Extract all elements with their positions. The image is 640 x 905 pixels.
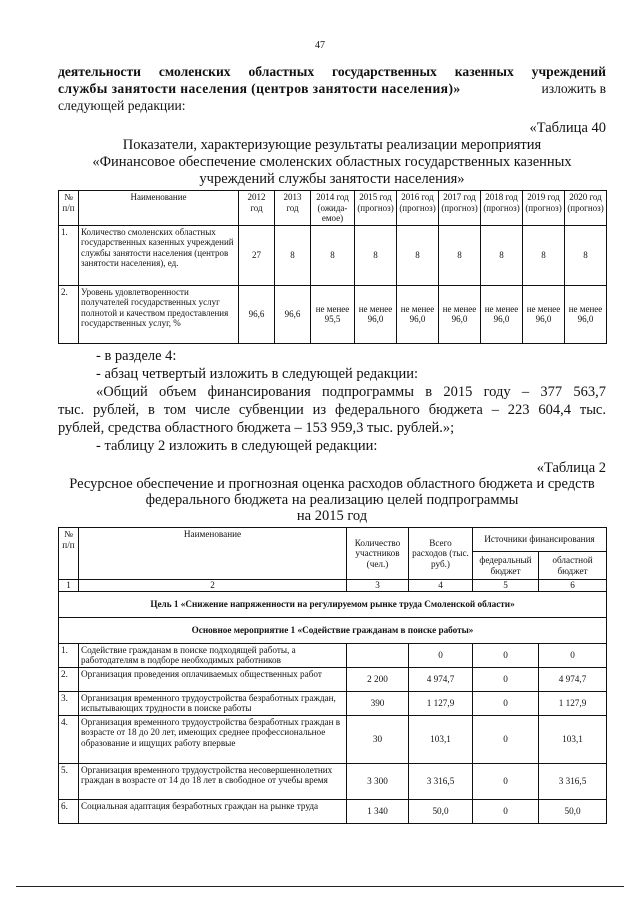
table40-header-2015: 2015 год (прогноз) <box>355 191 397 226</box>
table2-colnum-row <box>59 580 607 592</box>
quote-line-3: рублей, средства областного бюджета – 153 959,3 тыс. рублей.»; <box>58 420 455 436</box>
paragraph-line: - абзац четвертый изложить в следующей редакции: <box>96 366 419 382</box>
table40-title-line-2: «Финансовое обеспечение смоленских областных государственных казенных <box>92 154 572 170</box>
quote-line-1: «Общий объем финансирования подпрограммы в 2015 году – 377 563,7 <box>96 384 606 400</box>
table2-row5-federal: 0 <box>473 763 539 799</box>
table2-row3-num: 3. <box>59 691 79 715</box>
table2-row3-total: 1 127,9 <box>409 691 473 715</box>
intro-line-1: деятельности смоленских областных государственных казенных учреждений <box>58 64 606 79</box>
table2-colnum-3: 3 <box>347 580 409 592</box>
table40-row2-name: Уровень удовлетворенности получателей государственных услуг полнотой и качеством предоставления государственных услуг, % <box>79 285 239 343</box>
table2-row3-name: Организация временного трудоустройства безработных граждан, испытывающих трудности в поиске работы <box>79 691 347 715</box>
table40-header-2012: 2012 год <box>239 191 275 226</box>
table40-row2-2012: 96,6 <box>239 285 275 343</box>
table2-row6-federal: 0 <box>473 799 539 823</box>
table2-row2-total: 4 974,7 <box>409 667 473 691</box>
table40-row1-num: 1. <box>59 225 79 285</box>
table-row <box>59 643 607 667</box>
table2-activity: Основное мероприятие 1 «Содействие гражданам в поиске работы» <box>59 617 607 643</box>
table2-header-name: Наименование <box>79 528 347 580</box>
table2-colnum-2: 2 <box>79 580 347 592</box>
table2-row3-federal: 0 <box>473 691 539 715</box>
table2-row5-participants: 3 300 <box>347 763 409 799</box>
table-row <box>59 799 607 823</box>
table2-row2-federal: 0 <box>473 667 539 691</box>
table2-goal: Цель 1 «Снижение напряженности на регулируемом рынке труда Смоленской области» <box>59 591 607 617</box>
table40-row2-2018: не менее 96,0 <box>481 285 523 343</box>
table2-row1-participants <box>347 643 409 667</box>
table-row <box>59 667 607 691</box>
table2-row4-participants: 30 <box>347 715 409 763</box>
table2-row4-federal: 0 <box>473 715 539 763</box>
table40-row1-2012: 27 <box>239 225 275 285</box>
table2-row1-num: 1. <box>59 643 79 667</box>
table-row <box>59 763 607 799</box>
table40-row1-2020: 8 <box>565 225 607 285</box>
table40-row2-2013: 96,6 <box>275 285 311 343</box>
table2-row1-name: Содействие гражданам в поиске подходящей работы, а работодателям в подборе необходимых работников <box>79 643 347 667</box>
table2-row5-total: 3 316,5 <box>409 763 473 799</box>
table40-row1-2015: 8 <box>355 225 397 285</box>
table40-header-2014: 2014 год (ожида-емое) <box>311 191 355 226</box>
table-row <box>59 225 607 285</box>
table2-row6-num: 6. <box>59 799 79 823</box>
page-bottom-rule <box>16 886 624 887</box>
table40-row2-2019: не менее 96,0 <box>523 285 565 343</box>
intro-line-3: следующей редакции: <box>58 98 186 113</box>
table40-row1-2013: 8 <box>275 225 311 285</box>
table40-row2-num: 2. <box>59 285 79 343</box>
table2-title-line-3: на 2015 год <box>296 508 368 524</box>
table40-row1-2016: 8 <box>397 225 439 285</box>
table2-activity-row <box>59 617 607 643</box>
table2-intro-line: - таблицу 2 изложить в следующей редакции: <box>96 438 378 454</box>
table2-row4-num: 4. <box>59 715 79 763</box>
table40-title-line-3: учреждений службы занятости населения» <box>199 171 465 187</box>
table2-row5-regional: 3 316,5 <box>539 763 607 799</box>
table2-row3-participants: 390 <box>347 691 409 715</box>
table2-row6-name: Социальная адаптация безработных граждан на рынке труда <box>79 799 347 823</box>
table40-row2-2014: не менее 95,5 <box>311 285 355 343</box>
table40-row2-2020: не менее 96,0 <box>565 285 607 343</box>
table40-row1-2019: 8 <box>523 225 565 285</box>
table2-header-regional: областной бюджет <box>539 552 607 580</box>
table40-header-2017: 2017 год (прогноз) <box>439 191 481 226</box>
table40-row2-2016: не менее 96,0 <box>397 285 439 343</box>
table40-header-row <box>59 191 607 226</box>
table2-header-sources: Источники финансирования <box>473 528 607 552</box>
table40-row1-2017: 8 <box>439 225 481 285</box>
table40-header-2013: 2013 год <box>275 191 311 226</box>
table-row <box>59 285 607 343</box>
table2-title-line-1: Ресурсное обеспечение и прогнозная оценка расходов областного бюджета и средств <box>69 476 595 492</box>
table2-row1-total: 0 <box>409 643 473 667</box>
table2-row5-name: Организация временного трудоустройства несовершеннолетних граждан в возрасте от 14 до 18 лет в свободное от учебы время <box>79 763 347 799</box>
table40-header-2020: 2020 год (прогноз) <box>565 191 607 226</box>
table2-row6-regional: 50,0 <box>539 799 607 823</box>
table2-row1-regional: 0 <box>539 643 607 667</box>
table2-title-line-2: федерального бюджета на реализацию целей подпрограммы <box>145 492 519 508</box>
table2-row4-name: Организация временного трудоустройства безработных граждан в возрасте от 18 до 20 лет, имеющих среднее профессиональное образование и ищущих работу впервые <box>79 715 347 763</box>
table2-header-row <box>59 528 607 552</box>
table40-title-line-1: Показатели, характеризующие результаты реализации мероприятия <box>122 137 542 153</box>
table2-colnum-5: 5 <box>473 580 539 592</box>
table2 <box>58 527 607 824</box>
table2-row2-participants: 2 200 <box>347 667 409 691</box>
intro-line-2-tail: изложить в <box>541 81 606 96</box>
table2-row5-num: 5. <box>59 763 79 799</box>
table40-header-num: № п/п <box>59 191 79 226</box>
table40-header-2019: 2019 год (прогноз) <box>523 191 565 226</box>
table-row <box>59 715 607 763</box>
table2-header-participants: Количество участников (чел.) <box>347 528 409 580</box>
table2-row2-name: Организация проведения оплачиваемых общественных работ <box>79 667 347 691</box>
page-number: 47 <box>315 40 325 51</box>
table2-row6-participants: 1 340 <box>347 799 409 823</box>
table40-header-2016: 2016 год (прогноз) <box>397 191 439 226</box>
table-row <box>59 691 607 715</box>
table2-header-num: № п/п <box>59 528 79 580</box>
table40-label: «Таблица 40 <box>529 120 606 136</box>
table2-colnum-1: 1 <box>59 580 79 592</box>
table2-colnum-6: 6 <box>539 580 607 592</box>
table2-colnum-4: 4 <box>409 580 473 592</box>
table2-row2-num: 2. <box>59 667 79 691</box>
table2-row1-federal: 0 <box>473 643 539 667</box>
table40-row1-2014: 8 <box>311 225 355 285</box>
table40-row1-name: Количество смоленских областных государственных казенных учреждений службы занятости населения (центров занятости населения), ед. <box>79 225 239 285</box>
table40-header-2018: 2018 год (прогноз) <box>481 191 523 226</box>
intro-line-2-bold: службы занятости населения (центров занятости населения)» <box>58 81 461 96</box>
table40-header-name: Наименование <box>79 191 239 226</box>
table2-row2-regional: 4 974,7 <box>539 667 607 691</box>
intro-line-2 <box>58 81 606 97</box>
table2-row3-regional: 1 127,9 <box>539 691 607 715</box>
table40-row2-2015: не менее 96,0 <box>355 285 397 343</box>
quote-line-2: тыс. рублей, в том числе субвенции из федерального бюджета – 223 604,4 тыс. <box>58 402 606 418</box>
table40 <box>58 190 607 344</box>
table40-row2-2017: не менее 96,0 <box>439 285 481 343</box>
table2-row4-regional: 103,1 <box>539 715 607 763</box>
table2-row6-total: 50,0 <box>409 799 473 823</box>
section-line: - в разделе 4: <box>96 348 177 364</box>
table2-row4-total: 103,1 <box>409 715 473 763</box>
table2-goal-row <box>59 591 607 617</box>
table2-header-federal: федеральный бюджет <box>473 552 539 580</box>
table2-header-total: Всего расходов (тыс. руб.) <box>409 528 473 580</box>
table2-label: «Таблица 2 <box>536 460 606 476</box>
table40-row1-2018: 8 <box>481 225 523 285</box>
